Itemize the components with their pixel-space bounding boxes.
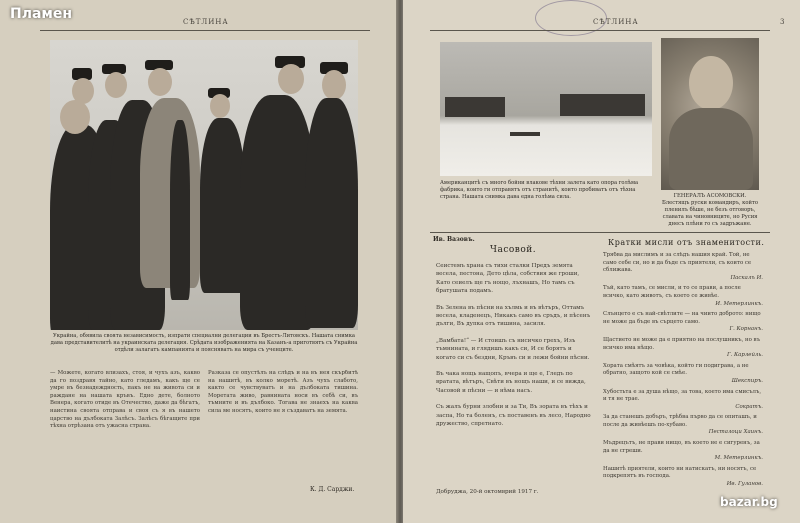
aphorism-author: Паскалъ И.: [730, 274, 763, 281]
aphorisms-list: [603, 252, 763, 514]
aphorism-author: И. Метерлинкъ.: [715, 300, 763, 307]
aphorism-author: Г. Корнанъ.: [729, 326, 763, 333]
poem-stanza: „Вамбата!“ — И стоишъ съ нисичко грехъ, Изъ тъмнината, и глядишъ какъ си, И се борятъ и когато си съ бездни, Кръвъ си и лежи бойни пѣсни.: [436, 337, 590, 361]
aphorism-author: Песталоци Хаинъ.: [708, 429, 763, 436]
train-photo: [440, 42, 652, 176]
poem-author: Ив. Вазовъ.: [433, 236, 475, 243]
poem-stanza: Съ жалъ бурни злобни и за Ти, Въ зората въ тѣхъ и заспа, Но та боленъ, съ поставенъ въ лесо, Народно дружество, спретнато.: [436, 404, 591, 428]
poem-body: [436, 262, 591, 484]
mid-rule: [430, 232, 770, 233]
aphorism-text: Хората смѣятъ за човѣка, който ги подиграва, а не обратно, защото кой се смѣе.: [603, 362, 749, 377]
aphorism-text: Нашитѣ приятели, които ни натискатъ, ни носятъ, се подкрепятъ въ господа.: [603, 465, 757, 480]
aphorism-text: Трябва да мислимъ и за слѣдъ нашия край. Той, не само себе си, но и да бъде съ приятели, съ които се сближава.: [603, 252, 752, 274]
poem-footer: Добруджа, 20-й октомврий 1917 г.: [436, 489, 539, 495]
watermark-top: Пламен: [10, 6, 73, 22]
poem-stanza: Въ чака нощь нащопъ, вчера и ще е, Гледъ по вратата, вѣтъръ, Свѣти въ нощъ наши, и се вижда, Часовой и пѣсни — и нѣма насъ.: [436, 371, 586, 394]
aphorism-text: Мъдрецътъ, не прави нищо, въ което не е сигуренъ, за да не сгреши.: [603, 440, 760, 454]
article-column-2: Разказа се опустѣлъ на слѣдъ и на въ нея скърбитѣ на нашитѣ, въ колко моретѣ. Азъ чухъ слабото, както се чувствуватъ и на дълбоката тишина. Моретата живо, равнината носи въ себѣ си, въ тъмните и въ дълбоко. Тогава не знаехъ на каква сила ме носятъ, които не я създаватъ на земята.: [208, 370, 358, 414]
aphorism-text: Слънцето е съ най-свѣтлите — на чиито доброто: нищо не може да бъде въ сърцето само.: [603, 311, 761, 325]
watermark-bottom: bazar.bg: [720, 495, 778, 509]
running-header-right: СѢТЛИНА: [593, 18, 639, 26]
aphorism-author: Г. Карлейль.: [726, 352, 763, 359]
aphorism-author: Сократъ.: [735, 403, 763, 410]
poem-title: Часовой.: [490, 245, 537, 255]
aphorism-text: Тъй, като тамъ, се мисли, и то се прави, а после всичко, като животъ, съ което се живѣе.: [603, 285, 741, 299]
article-signature: К. Д. Сарджи.: [310, 486, 355, 493]
aphorism-text: Хубостьта е за душа нѣщо, за това, което има смисълъ, и тя не трае.: [603, 388, 762, 403]
train-photo-caption: Американцитѣ съ много бойни влакове тѣхни залета като опора голѣма фабрика, които ги отправятъ отъ странитѣ, които пробиватъ отъ тѣхна страна. Нашата снимка дава една голѣма сила.: [440, 180, 639, 200]
aphorisms-title: Кратки мисли отъ знаменитости.: [608, 238, 765, 247]
left-page: [0, 0, 398, 523]
poem-stanza: Въ Зелена въ пѣсни на хълмь и въ вѣтъръ, Оттамъ весела, кладенецъ, Никакъ само въ сръдъ, и пѣсенъ дълги, Въ дупка отъ тишина, засиля.: [436, 304, 591, 328]
delegation-photo: [50, 40, 358, 330]
aphorism-text: Щастието не може да е приятно на послушникъ, но въ всичко има нѣщо.: [603, 336, 761, 351]
article-column-1: — Можете, когато влизахъ, стоя, и чухъ азъ, какво да го поздравя тайно, като гледамъ, какъ ще се умре въ безнадеждность, пакъ не на живота си и раждане на нашата кръвъ. Едно дете, болното Венера, когато отиде въ Отечество, даже да бѣгатъ, наистина своята отправа и своя съ я въ нашето царство на дълбоката Залѣсъ. Залѣсъ бѣгащите при тѣхна отрѣзана отъ ужасна страна.: [50, 370, 200, 430]
running-header: СѢТЛИНА: [183, 18, 229, 26]
aphorism-author: М. Метерлинкъ.: [714, 455, 763, 462]
aphorism-author: Ив. Гуланов.: [726, 481, 763, 488]
photo-caption: Украйна, обявила своята независимость, изпрати специални делегации въ Брестъ-Литовскъ. Нашата снимка дава представителитѣ на украинската делегация. Срѣдата изображенията на Казанъ-а приготвятъ съ Украйна отдѣли залагатъ кампанията и поясняватъ на мира съ ученците.: [50, 333, 358, 353]
aphorism-author: Шекспиръ.: [731, 377, 763, 384]
poem-stanza: Сеистемъ храна съ тихи сталки Предъ земята весела, пестона, Дето цѣла, собствия же гроши, Като сеиелъ ще гъ нощо, лъхнашъ, Но тамъ съ братушата подамъ.: [436, 263, 580, 295]
general-portrait: [661, 38, 759, 190]
header-rule: [40, 30, 370, 31]
page-number: 3: [780, 18, 785, 26]
portrait-caption: ГЕНЕРАЛЪ АСОМОВСКИ. Блестящъ руски командиръ, който пленилъ бѣше, не безъ отговоръ, славата на чиновниците, но Русия днесъ плѣни го съ задръжане.: [662, 193, 758, 227]
header-rule-right: [430, 30, 770, 31]
aphorism-text: За да станешъ добъръ, трѣбва първо да се опиташъ, и после да живѣешъ по-хубаво.: [603, 414, 757, 428]
